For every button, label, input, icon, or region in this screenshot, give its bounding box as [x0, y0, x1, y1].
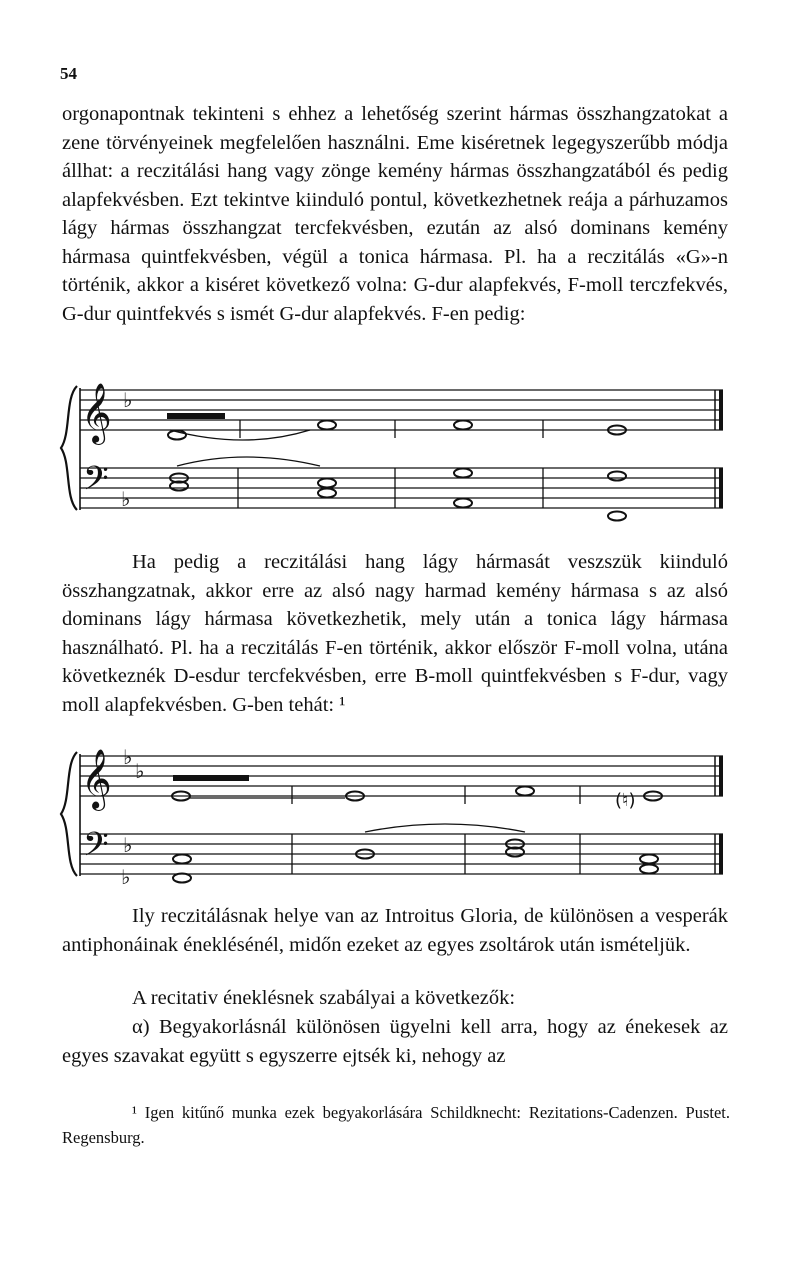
system-brace: [61, 386, 77, 510]
key-signature-flat-icon: ♭: [121, 487, 131, 511]
page-number: 54: [60, 64, 77, 83]
key-signature-flat-icon: ♭: [121, 865, 131, 889]
bass-clef-icon: 𝄢: [83, 460, 109, 506]
key-signature-flat-icon: ♭: [123, 833, 133, 857]
key-signature-flat-icon: ♭: [123, 745, 133, 769]
bass-staff: [80, 834, 723, 874]
bass-clef-icon: 𝄢: [83, 826, 109, 872]
treble-clef-icon: 𝄞: [81, 749, 112, 809]
reciting-bar: [173, 775, 249, 781]
natural-accidental-mark: (♮): [615, 790, 636, 811]
footnote: ¹ Igen kitűnő munka ezek begyakorlására Schildknecht: Rezitations-Cadenzen. Pustet. Regensburg.: [62, 1103, 730, 1147]
music-example-2: [55, 744, 745, 889]
system-brace: [61, 752, 77, 876]
treble-clef-icon: 𝄞: [81, 383, 112, 443]
paragraph-3: Ily reczitálásnak helye van az Introitus Gloria, de különösen a vesperák antiphonáinak éneklésénél, midőn ezeket az egyes zsoltárok után ismételjük.: [62, 905, 728, 956]
key-signature-flat-icon: ♭: [135, 759, 145, 783]
paragraph-1: orgonapontnak tekinteni s ehhez a lehetőség szerint hármas összhangzatokat a zene törvényeinek megfelelően használni. Eme kiséretnek legegyszerűbb módja állhat: a reczitálási hang vagy zönge kemény hármas összhangzatából és pedig alapfekvésben. Ezt tekintve kiinduló pontul, következhetnek reája a párhuzamos lágy hármas összhangzat tercfekvésben, ezután az alsó dominans kemény hármasa quintfekvésben, végül a tonica hármasa. Pl. ha a reczitálás «G»-n történik, akkor a kiséret következő volna: G-dur alapfekvés, F-moll terczfekvés, G-dur quintfekvés s ismét G-dur alapfekvés. F-en pedig:: [62, 103, 728, 325]
paragraph-2: Ha pedig a reczitálási hang lágy hármasát veszszük kiinduló összhangzatnak, akkor erre az alsó nagy harmad kemény hármasa s az alsó dominans lágy hármasa következhetik, mely után a tonica lágy hármasa használható. Pl. ha a reczitálás F-en történik, akkor először F-moll volna, utána következnék D-esdur tercfekvésben, erre B-moll quintfekvésben s F-dur, vagy moll alapfekvésben. G-ben tehát: ¹: [62, 551, 728, 716]
reciting-bar: [167, 413, 225, 419]
music-example-1: [55, 378, 745, 523]
treble-staff: [80, 390, 723, 430]
key-signature-flat-icon: ♭: [123, 388, 133, 412]
paragraph-4: A recitativ éneklésnek szabályai a következők:: [132, 987, 516, 1009]
paragraph-5: α) Begyakorlásnál különösen ügyelni kell arra, hogy az énekesek az egyes szavakat együtt s egyszerre ejtsék ki, nehogy az: [62, 1016, 728, 1067]
